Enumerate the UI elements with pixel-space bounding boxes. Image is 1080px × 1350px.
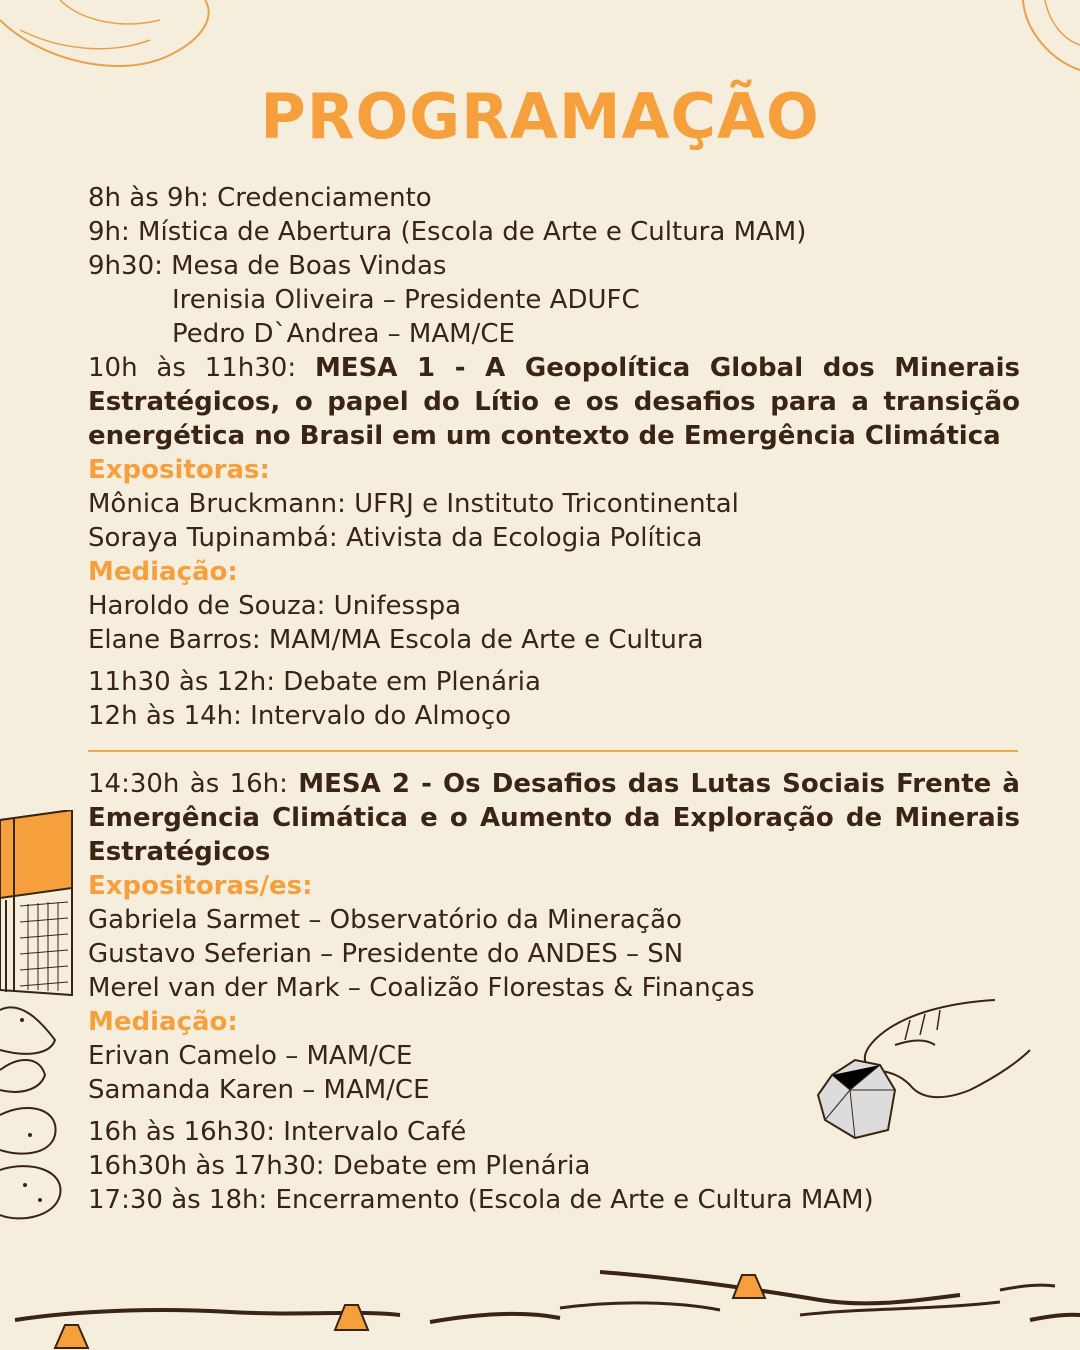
expositora-line: Soraya Tupinambá: Ativista da Ecologia Política (88, 523, 703, 553)
leaf-outline-top-right (1015, 0, 1080, 90)
schedule-item-encerramento: 17:30 às 18h: Encerramento (Escola de Arte e Cultura MAM) (88, 1185, 874, 1215)
schedule-item-debate: 11h30 às 12h: Debate em Plenária (88, 667, 541, 697)
expositora-line: Gustavo Seferian – Presidente do ANDES – SN (88, 939, 684, 969)
mesa1-heading (88, 351, 1020, 453)
mediador-line: Erivan Camelo – MAM/CE (88, 1041, 413, 1071)
mediador-line: Samanda Karen – MAM/CE (88, 1075, 430, 1105)
stones-illustration (0, 985, 90, 1230)
schedule (88, 181, 1020, 1217)
mesa2-time: 14:30h às 16h: (88, 769, 299, 799)
mesa2-expositoras-label: Expositoras/es: (88, 871, 313, 901)
expositora-line: Merel van der Mark – Coalizão Florestas & Finanças (88, 973, 755, 1003)
schedule-item-credenciamento: 8h às 9h: Credenciamento (88, 183, 432, 213)
ground-lines-illustration (0, 1260, 1080, 1350)
speaker-line: Pedro D`Andrea – MAM/CE (172, 319, 515, 349)
expositora-line: Mônica Bruckmann: UFRJ e Instituto Tricontinental (88, 489, 739, 519)
mediador-line: Elane Barros: MAM/MA Escola de Arte e Cultura (88, 625, 704, 655)
mesa2-title: MESA 2 - Os Desafios das Lutas Sociais Frente à Emergência Climática e o Aumento da Exploração de Minerais Estratégicos (88, 769, 1020, 867)
section-divider (88, 750, 1018, 752)
mesa1-title: MESA 1 - A Geopolítica Global dos Minerais Estratégicos, o papel do Lítio e os desafios para a transição energética no Brasil em um contexto de Emergência Climática (88, 353, 1020, 451)
schedule-item-debate: 16h30h às 17h30: Debate em Plenária (88, 1151, 591, 1181)
mesa1-expositoras-label: Expositoras: (88, 455, 270, 485)
page-title: PROGRAMAÇÃO (260, 80, 820, 153)
mesa1-mediacao-label: Mediação: (88, 557, 238, 587)
speaker-line: Irenisia Oliveira – Presidente ADUFC (172, 285, 640, 315)
building-illustration (0, 810, 80, 1005)
leaf-outline-top-left (0, 0, 230, 80)
mediador-line: Haroldo de Souza: Unifesspa (88, 591, 462, 621)
schedule-item-mistica: 9h: Mística de Abertura (Escola de Arte e Cultura MAM) (88, 217, 807, 247)
mesa2-mediacao-label: Mediação: (88, 1007, 238, 1037)
mesa2-heading (88, 767, 1020, 869)
schedule-item-boas-vindas: 9h30: Mesa de Boas Vindas (88, 251, 447, 281)
expositora-line: Gabriela Sarmet – Observatório da Mineração (88, 905, 682, 935)
mesa1-time: 10h às 11h30: (88, 353, 315, 383)
schedule-item-almoco: 12h às 14h: Intervalo do Almoço (88, 701, 512, 731)
schedule-item-cafe: 16h às 16h30: Intervalo Café (88, 1117, 467, 1147)
